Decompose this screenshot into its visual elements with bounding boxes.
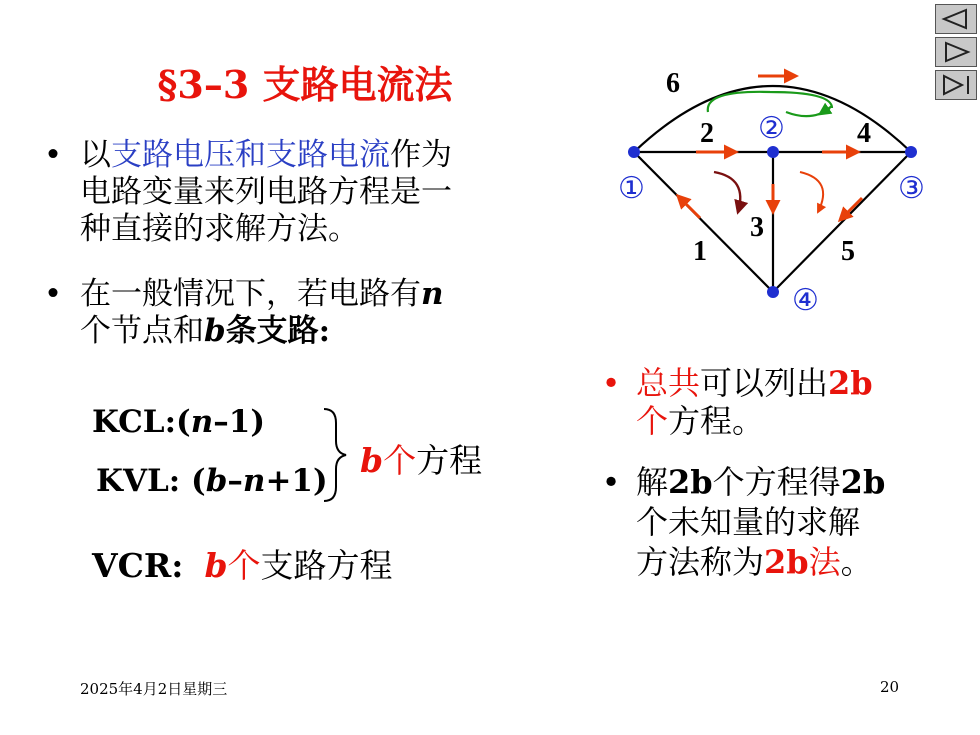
vcr-equation: VCR: b个支路方程 xyxy=(92,546,393,585)
kcl-equation: KCL:(n–1) xyxy=(92,404,265,440)
node-4-label: ④ xyxy=(792,284,819,317)
page-title: §3–3 支路电流法 xyxy=(157,62,453,107)
current-arrow-5 xyxy=(840,198,862,220)
next-slide-button[interactable] xyxy=(935,37,977,67)
highlight-branch-vi: 支路电压和支路电流 xyxy=(111,137,390,173)
prev-slide-icon xyxy=(936,5,976,33)
branch-3-label: 3 xyxy=(750,212,764,243)
branch-5-label: 5 xyxy=(841,236,855,267)
branch-5-wire xyxy=(773,152,911,292)
bullet-dot: • xyxy=(601,364,621,402)
loop-arrow-green xyxy=(708,92,832,112)
brace-b-equations: b个方程 xyxy=(360,441,483,480)
bullet-dot: • xyxy=(43,137,63,173)
loop-arrow-green-tip xyxy=(820,106,832,114)
node-2-dot xyxy=(767,146,779,158)
branch-6-label: 6 xyxy=(666,68,680,99)
node-2-label: ② xyxy=(758,112,785,145)
bullet-branch-variables: • 以支路电压和支路电流作为 电路变量来列电路方程是一 种直接的求解方法。 xyxy=(80,137,560,248)
bullet-dot: • xyxy=(601,463,621,501)
bullet-total-2b: • 总共可以列出2b 个方程。 xyxy=(636,364,966,440)
kvl-equation: KVL: (b–n+1) xyxy=(96,463,328,499)
page-number: 20 xyxy=(880,678,900,696)
node-4-dot xyxy=(767,286,779,298)
branch-2-label: 2 xyxy=(700,118,714,149)
bullet-dot: • xyxy=(43,276,63,312)
last-slide-button[interactable] xyxy=(935,70,977,100)
last-slide-icon xyxy=(936,71,976,99)
node-3-dot xyxy=(905,146,917,158)
right-brace xyxy=(318,405,348,505)
next-slide-icon xyxy=(936,38,976,66)
current-arrow-1 xyxy=(678,196,700,218)
loop-arrow-left xyxy=(714,172,740,212)
node-1-label: ① xyxy=(618,172,645,205)
loop-arrow-right xyxy=(800,172,823,212)
node-1-dot xyxy=(628,146,640,158)
circuit-graph xyxy=(600,60,930,330)
node-3-label: ③ xyxy=(898,172,925,205)
bullet-2b-method: • 解2b个方程得2b 个未知量的求解 方法称为2b法。 xyxy=(636,462,966,582)
prev-slide-button[interactable] xyxy=(935,4,977,34)
footer-date: 2025年4月2日星期三 xyxy=(80,680,228,698)
branch-1-label: 1 xyxy=(693,236,707,267)
branch-4-label: 4 xyxy=(857,118,871,149)
bullet-nodes-branches: • 在一般情况下，若电路有n 个节点和b条支路: xyxy=(80,276,560,350)
